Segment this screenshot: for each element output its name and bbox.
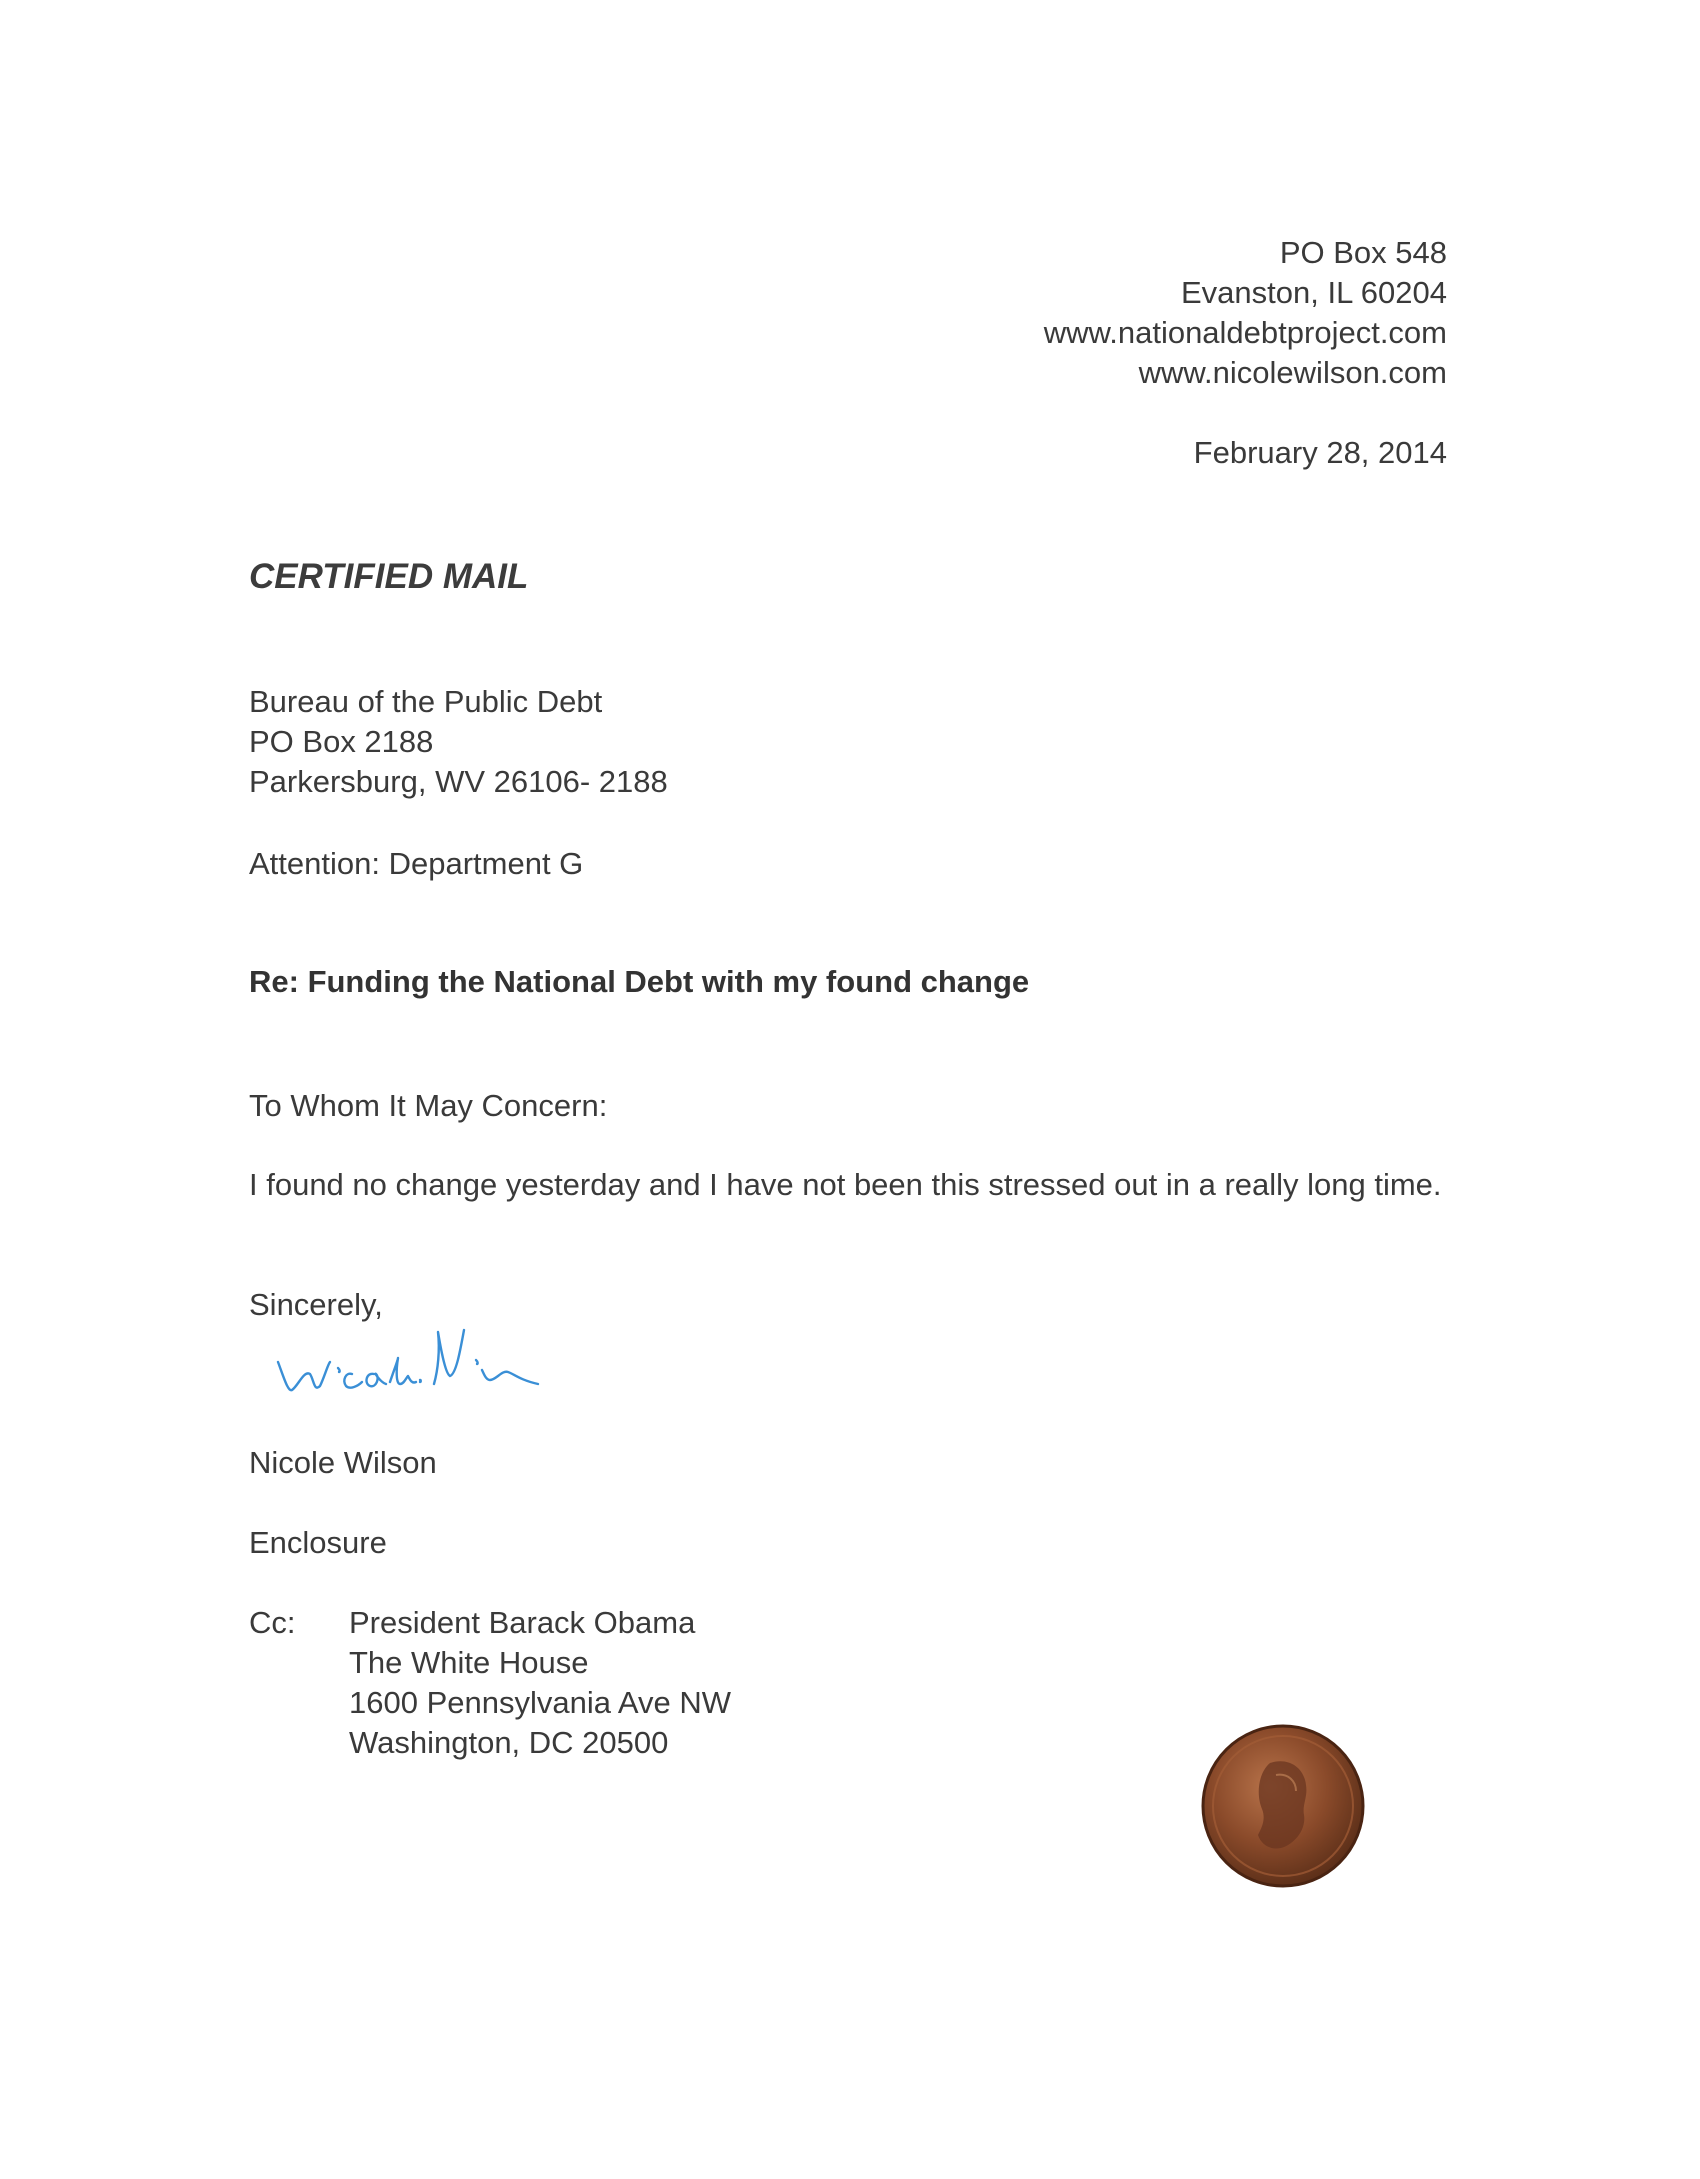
closing: Sincerely,	[249, 1287, 383, 1322]
cc-line: President Barack Obama	[349, 1605, 696, 1640]
attention-line: Attention: Department G	[249, 846, 584, 881]
salutation: To Whom It May Concern:	[249, 1088, 608, 1123]
recipient-line: PO Box 2188	[249, 724, 434, 759]
letter-date: February 28, 2014	[1193, 435, 1447, 470]
cc-line: The White House	[349, 1645, 589, 1680]
sender-address-line: Evanston, IL 60204	[1181, 275, 1447, 310]
sender-address	[1044, 233, 1447, 393]
recipient-address	[249, 682, 668, 802]
penny-icon	[1200, 1723, 1366, 1889]
signature-icon	[270, 1300, 590, 1420]
certified-mail-heading: CERTIFIED MAIL	[249, 557, 529, 596]
subject-line: Re: Funding the National Debt with my found change	[249, 964, 1030, 999]
enclosure-note: Enclosure	[249, 1525, 387, 1560]
cc-label: Cc:	[249, 1605, 296, 1640]
cc-address	[349, 1603, 731, 1763]
sender-address-line: PO Box 548	[1279, 235, 1447, 270]
letter-body: I found no change yesterday and I have not been this stressed out in a really long time.	[249, 1167, 1442, 1202]
recipient-line: Bureau of the Public Debt	[249, 684, 603, 719]
recipient-line: Parkersburg, WV 26106- 2188	[249, 764, 668, 799]
cc-line: 1600 Pennsylvania Ave NW	[349, 1685, 731, 1720]
signer-name: Nicole Wilson	[249, 1445, 437, 1480]
cc-line: Washington, DC 20500	[349, 1725, 669, 1760]
sender-website: www.nicolewilson.com	[1138, 355, 1447, 390]
sender-website: www.nationaldebtproject.com	[1043, 315, 1447, 350]
